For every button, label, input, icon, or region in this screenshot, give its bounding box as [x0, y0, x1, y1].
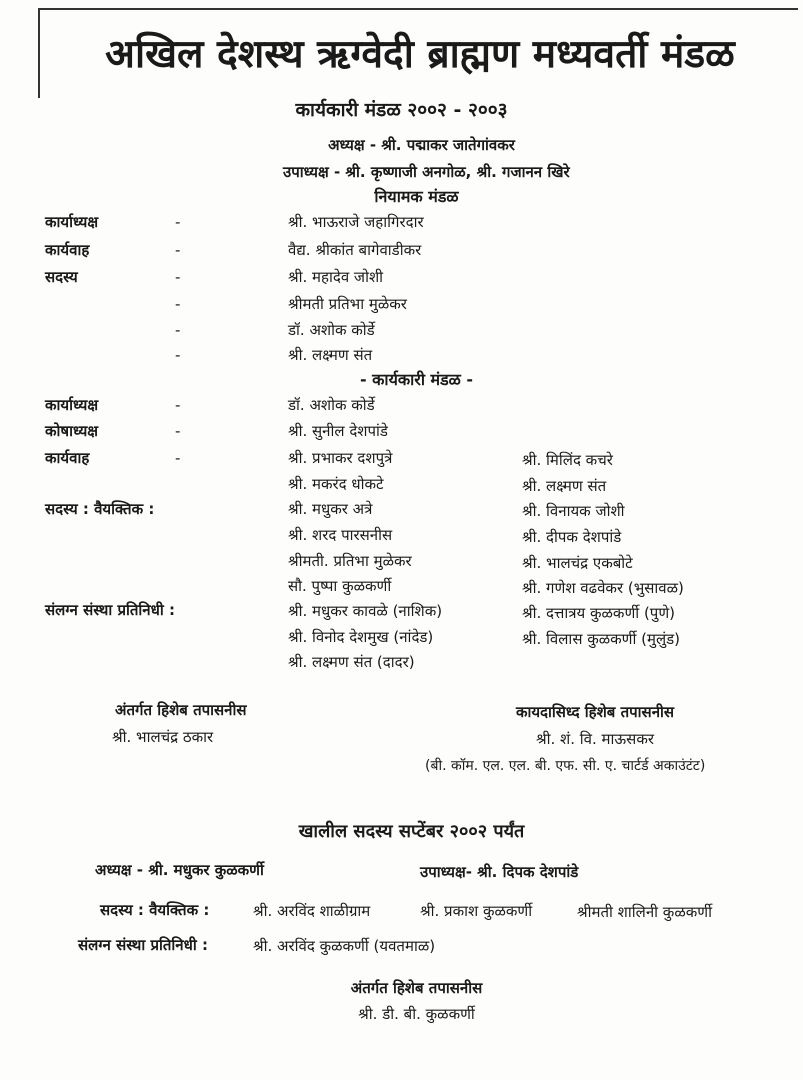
row-label: कार्याध्यक्ष — [45, 396, 99, 414]
previous-heading: खालील सदस्य सप्टेंबर २००२ पर्यंत — [298, 821, 525, 842]
prev-member: श्रीमती शालिनी कुळकर्णी — [577, 903, 712, 921]
row-name: श्री. मकरंद धोकटे — [288, 475, 384, 493]
row-name: श्री. प्रभाकर दशपुत्रे — [288, 449, 393, 467]
row-label: सदस्य : वैयक्तिक : — [45, 500, 155, 518]
row-name-2: श्री. दत्तात्रय कुळकर्णी (पुणे) — [522, 604, 676, 622]
row-name-2: श्री. भालचंद्र एकबोटे — [522, 554, 633, 572]
row-dash: - — [175, 213, 181, 231]
prev-rep-label: संलग्न संस्था प्रतिनिधी : — [78, 936, 208, 954]
row-name: डॉ. अशोक कोर्डे — [288, 396, 375, 414]
row-name: श्री. शरद पारसनीस — [288, 526, 393, 544]
row-name-2: श्री. मिलिंद कचरे — [522, 451, 613, 469]
row-dash: - — [175, 449, 181, 467]
prev-auditor-name: श्री. डी. बी. कुळकर्णी — [358, 1005, 475, 1023]
vice-president-line: उपाध्यक्ष - श्री. कृष्णाजी अनगोळ, श्री. गजानन खिरे — [283, 163, 570, 181]
row-name: श्री. भाऊराजे जहागिरदार — [288, 213, 424, 231]
prev-member: श्री. प्रकाश कुळकर्णी — [420, 902, 533, 920]
prev-vice-president: उपाध्यक्ष- श्री. दिपक देशपांडे — [420, 863, 579, 881]
row-name: श्री. लक्ष्मण संत — [288, 346, 373, 364]
row-dash: - — [175, 268, 181, 286]
sub-title: कार्यकारी मंडळ २००२ - २००३ — [295, 99, 508, 121]
internal-auditor-label: अंतर्गत हिशेब तपासनीस — [115, 701, 247, 719]
prev-members-label: सदस्य : वैयक्तिक : — [100, 901, 210, 919]
prev-rep-name: श्री. अरविंद कुळकर्णी (यवतमाळ) — [253, 937, 436, 955]
row-name: श्री. महादेव जोशी — [288, 268, 384, 286]
row-name: सौ. पुष्पा कुळकर्णी — [288, 577, 392, 595]
president-line: अध्यक्ष - श्री. पद्माकर जातेगांवकर — [328, 136, 515, 154]
row-dash: - — [175, 241, 181, 259]
row-name: श्री. विनोद देशमुख (नांदेड) — [288, 628, 434, 646]
legal-auditor-name: श्री. शं. वि. माऊसकर — [536, 730, 654, 748]
row-name: श्री. मधुकर कावळे (नाशिक) — [288, 602, 443, 620]
frame-top-border — [38, 8, 798, 10]
row-name: वैद्य. श्रीकांत बागेवाडीकर — [288, 241, 422, 259]
row-name-2: श्री. लक्ष्मण संत — [522, 477, 607, 495]
row-name: श्री. लक्ष्मण संत (दादर) — [288, 653, 415, 671]
row-label: कार्याध्यक्ष — [45, 213, 99, 231]
row-label: सदस्य — [45, 268, 78, 286]
row-name: डॉ. अशोक कोर्डे — [288, 321, 375, 339]
row-name: श्री. सुनील देशपांडे — [288, 422, 388, 440]
row-dash: - — [175, 321, 181, 339]
legal-auditor-qualification: (बी. कॉम. एल. एल. बी. एफ. सी. ए. चार्टर्ड अकाउंटंट) — [425, 758, 706, 774]
main-title: अखिल देशस्थ ऋग्वेदी ब्राह्मण मध्यवर्ती मंडळ — [105, 32, 735, 77]
row-dash: - — [175, 396, 181, 414]
row-dash: - — [175, 422, 181, 440]
legal-auditor-label: कायदासिध्द हिशेब तपासनीस — [515, 703, 675, 721]
niyamak-heading: नियामक मंडळ — [374, 187, 459, 206]
row-name-2: श्री. दीपक देशपांडे — [522, 528, 622, 546]
row-dash: - — [175, 295, 181, 313]
karyakari-heading: - कार्यकारी मंडळ - — [359, 370, 474, 389]
row-name-2: श्री. विनायक जोशी — [522, 502, 625, 520]
row-name: श्रीमती प्रतिभा मुळेकर — [288, 295, 407, 313]
row-name: श्रीमती. प्रतिभा मुळेकर — [288, 552, 412, 570]
row-name-2: श्री. गणेश वढवेकर (भुसावळ) — [522, 579, 684, 597]
row-label: संलग्न संस्था प्रतिनिधी : — [45, 601, 175, 619]
row-name-2: श्री. विलास कुळकर्णी (मुलुंड) — [522, 630, 681, 648]
row-label: कार्यवाह — [45, 449, 90, 467]
row-dash: - — [175, 346, 181, 364]
internal-auditor-name: श्री. भालचंद्र ठकार — [112, 728, 214, 746]
row-label: कार्यवाह — [45, 241, 90, 259]
prev-president: अध्यक्ष - श्री. मधुकर कुळकर्णी — [95, 861, 264, 879]
prev-member: श्री. अरविंद शाळीग्राम — [253, 902, 371, 920]
row-label: कोषाध्यक्ष — [45, 422, 99, 440]
row-name: श्री. मधुकर अत्रे — [288, 500, 373, 518]
prev-auditor-label: अंतर्गत हिशेब तपासनीस — [350, 979, 483, 997]
